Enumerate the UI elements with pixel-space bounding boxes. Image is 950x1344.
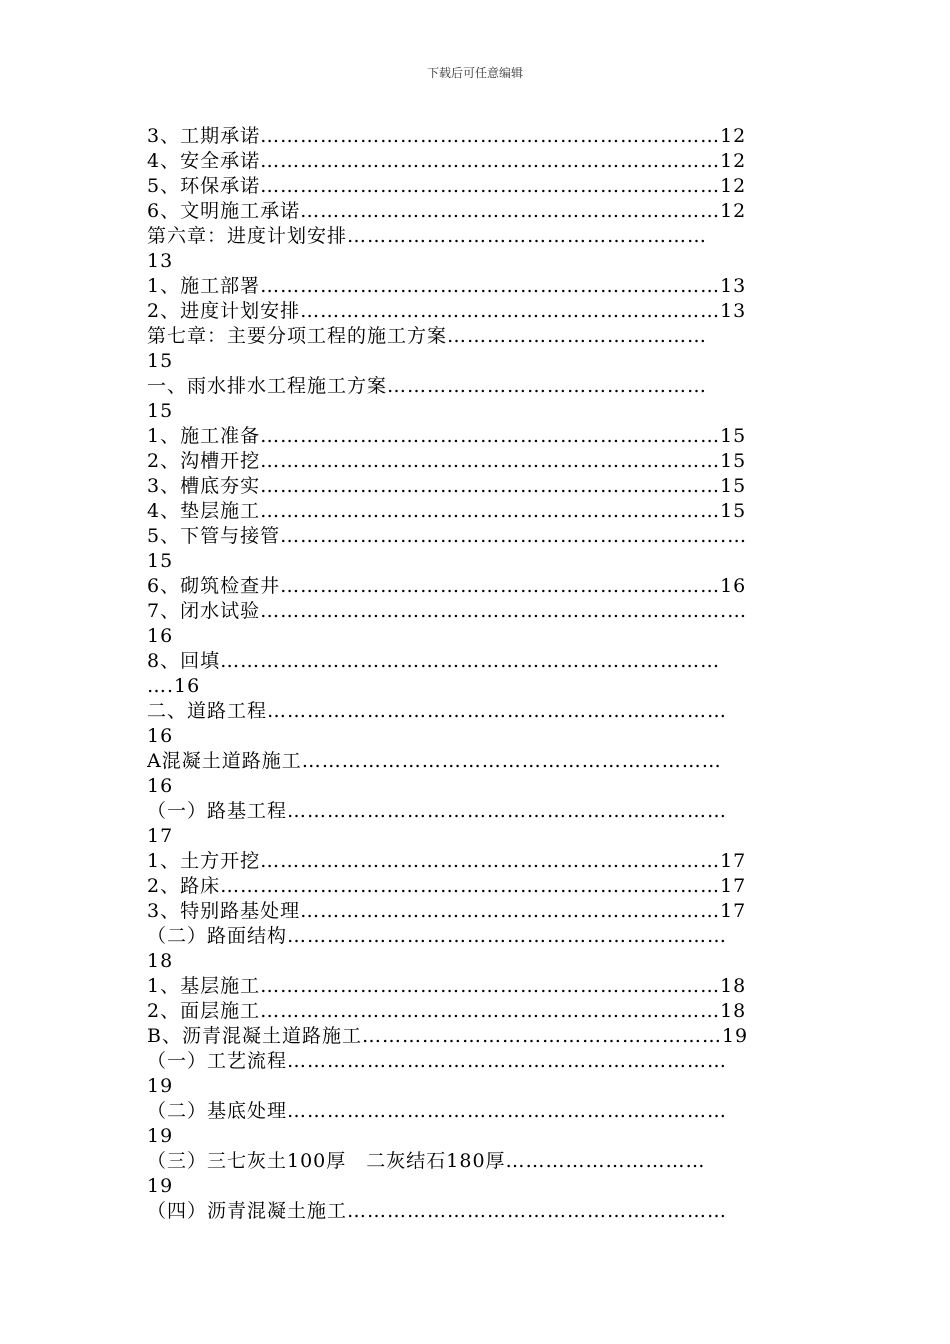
toc-line: 第七章：主要分项工程的施工方案………………………………… xyxy=(147,325,708,347)
toc-line: 1、施工部署……………………………………………………………13 xyxy=(147,275,747,297)
toc-line: 3、槽底夯实……………………………………………………………15 xyxy=(147,475,747,497)
toc-line: 4、安全承诺……………………………………………………………12 xyxy=(147,150,747,172)
toc-line: （一）路基工程………………………………………………………… xyxy=(147,800,728,822)
toc-line: 16 xyxy=(147,725,174,747)
page-header: 下载后可任意编辑 xyxy=(426,66,523,80)
toc-line: 3、特别路基处理………………………………………………………17 xyxy=(147,900,747,922)
toc-line: 17 xyxy=(147,825,174,847)
toc-line: ….16 xyxy=(147,675,201,697)
toc-line: 15 xyxy=(147,550,174,572)
toc-line: （一）工艺流程………………………………………………………… xyxy=(147,1050,728,1072)
toc-line: 16 xyxy=(147,625,174,647)
toc-line: 19 xyxy=(147,1075,174,1097)
table-of-contents xyxy=(147,124,803,1224)
toc-line: 7、闭水试验…………………………………………………………….… xyxy=(147,600,748,622)
toc-line: 19 xyxy=(147,1175,174,1197)
toc-line: （二）路面结构………………………………………………………… xyxy=(147,925,728,947)
toc-line: 6、文明施工承诺………………………………………………………12 xyxy=(147,200,747,222)
toc-line: 4、垫层施工……………………………………………………………15 xyxy=(147,500,747,522)
toc-line: 13 xyxy=(147,250,174,272)
toc-line: 2、路床…………………………………………………………………17 xyxy=(147,875,747,897)
toc-line: 15 xyxy=(147,400,174,422)
toc-line: 一、雨水排水工程施工方案………………………………………… xyxy=(147,375,708,397)
toc-line: B、沥青混凝土道路施工………………………………………………19 xyxy=(147,1025,749,1047)
toc-line: 1、基层施工……………………………………………………………18 xyxy=(147,975,747,997)
toc-line: 5、下管与接管………………………………………………………….… xyxy=(147,525,748,547)
toc-line: A混凝土道路施工……………………………………………………… xyxy=(147,750,722,772)
toc-line: 5、环保承诺……………………………………………………………12 xyxy=(147,175,747,197)
toc-line: 1、施工准备……………………………………………………………15 xyxy=(147,425,747,447)
toc-line: 第六章：进度计划安排……………………………………………… xyxy=(147,225,708,247)
toc-line: 二、道路工程…………………………………………………………… xyxy=(147,700,728,722)
toc-line: （二）基底处理………………………………………………………… xyxy=(147,1100,728,1122)
toc-line: 2、沟槽开挖……………………………………………………………15 xyxy=(147,450,747,472)
toc-line: 15 xyxy=(147,350,174,372)
toc-line: 3、工期承诺……………………………………………………………12 xyxy=(147,125,747,147)
toc-line: 18 xyxy=(147,950,174,972)
toc-line: 16 xyxy=(147,775,174,797)
toc-line: （三）三七灰土100厚 二灰结石180厚………………………… xyxy=(147,1150,706,1172)
toc-line: 1、土方开挖……………………………………………………………17 xyxy=(147,850,747,872)
toc-line: （四）沥青混凝土施工………………………………………………… xyxy=(147,1200,728,1222)
toc-line: 2、面层施工……………………………………………………………18 xyxy=(147,1000,747,1022)
toc-line: 6、砌筑检查井…………………………………………………………16 xyxy=(147,575,747,597)
toc-line: 8、回填………………………………………………………………… xyxy=(147,650,721,672)
toc-line: 2、进度计划安排………………………………………………………13 xyxy=(147,300,747,322)
toc-line: 19 xyxy=(147,1125,174,1147)
